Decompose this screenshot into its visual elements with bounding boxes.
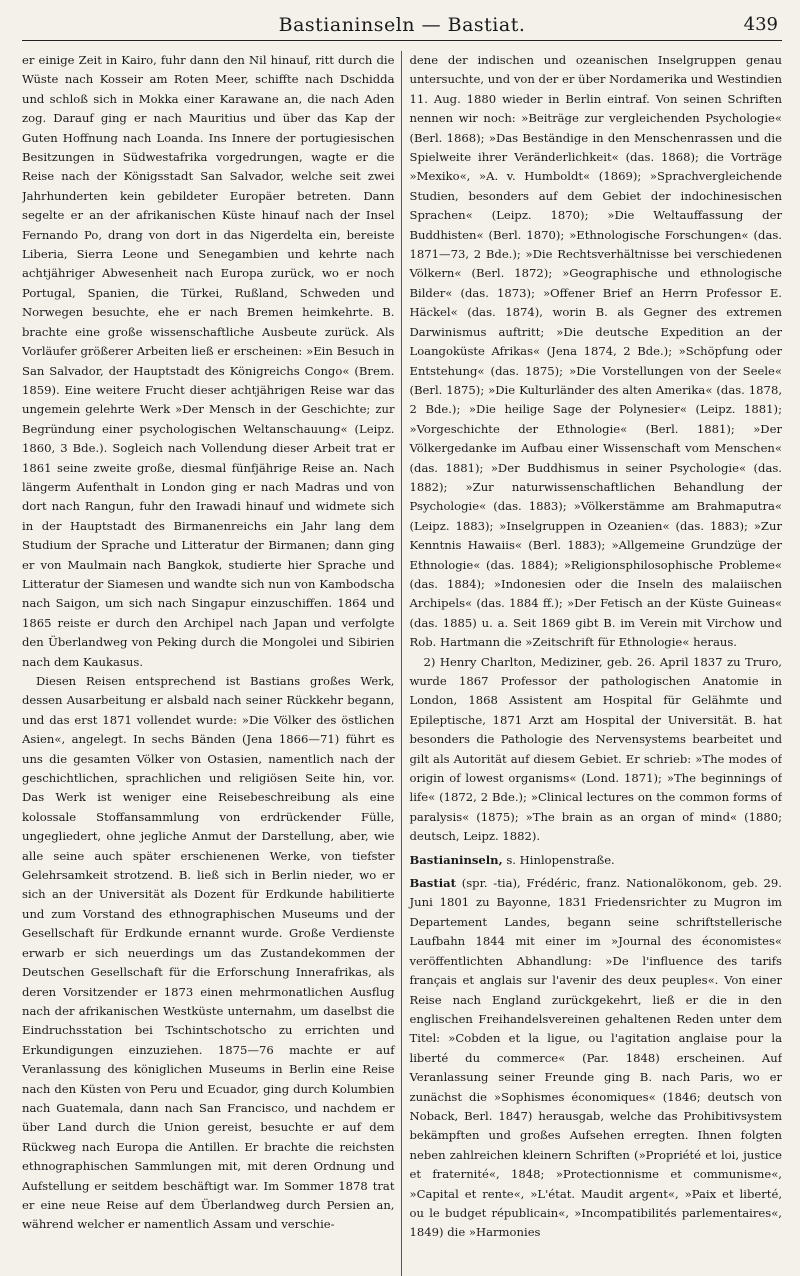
running-title: Bastianinseln — Bastiat. [278, 14, 526, 36]
entry-bastianinseln [410, 851, 783, 870]
headword-bastianinseln: Bastianinseln, [409, 852, 503, 867]
page-header [22, 10, 782, 41]
left-column [22, 51, 402, 1276]
right-paragraph-1: dene der indischen und ozeanischen Inselgruppen genau untersuchte, und von der er über Nordamerika und Westindien 11. Aug. 1880 wieder in Berlin eintraf. Von seinen Schriften nennen wir noch: »Beiträge zur vergleichenden Psychologie« (Berl. 1868); »Das Beständige in den Menschenrassen und die Spielweite ihrer Veränderlichkeit« (das. 1868); die Vorträge »Mexiko«, »A. v. Humboldt« (1869); »Sprachvergleichende Studien, besonders auf dem Gebiet der indochinesischen Sprachen« (Leipz. 1870); »Die Weltauffassung der Buddhisten« (Berl. 1870); »Ethnologische Forschungen« (das. 1871—73, 2 Bde.); »Die Rechtsverhältnisse bei verschiedenen Völkern« (Berl. 1872); »Geographische und ethnologische Bilder« (das. 1873); »Offener Brief an Herrn Professor E. Häckel« (das. 1874), worin B. als Gegner des extremen Darwinismus auftritt; »Die deutsche Expedition an der Loangoküste Afrikas« (Jena 1874, 2 Bde.); »Schöpfung oder Entstehung« (das. 1875); »Die Vorstellungen von der Seele« (Berl. 1875); »Die Kulturländer des alten Amerika« (das. 1878, 2 Bde.); »Die heilige Sage der Polynesier« (Leipz. 1881); »Vorgeschichte der Ethnologie« (Berl. 1881); »Der Völkergedanke im Aufbau einer Wissenschaft vom Menschen« (das. 1881); »Der Buddhismus in seiner Psychologie« (das. 1882); »Zur naturwissenschaftlichen Behandlung der Psychologie« (das. 1883); »Völkerstämme am Brahmaputra« (Leipz. 1883); »Inselgruppen in Ozeanien« (das. 1883); »Zur Kenntnis Hawaiis« (Berl. 1883); »Allgemeine Grundzüge der Ethnologie« (das. 1884); »Religionsphilosophische Probleme« (das. 1884); »Indonesien oder die Inseln des malaiischen Archipels« (das. 1884 ff.); »Der Fetisch an der Küste Guineas« (das. 1885) u. a. Seit 1869 gibt B. im Verein mit Virchow und Rob. Hartmann die »Zeitschrift für Ethnologie« heraus. [409, 53, 782, 650]
page-number: 439 [743, 14, 778, 35]
text-columns [22, 51, 782, 1276]
entry-bastiat [410, 874, 783, 1243]
right-paragraph-2: 2) Henry Charlton, Mediziner, geb. 26. April 1837 zu Truro, wurde 1867 Professor der pathologischen Anatomie in London, 1868 Assistent am Hospital für Gelähmte und Epileptische, 1871 Arzt am Hospital der Universität. B. hat besonders die Pathologie des Nervensystems bearbeitet und gilt als Autorität auf diesem Gebiet. Er schrieb: »The modes of origin of lowest organisms« (Lond. 1871); »The beginnings of life« (1872, 2 Bde.); »Clinical lectures on the common forms of paralysis« (1875); »The brain as an organ of mind« (1880; deutsch, Leipz. 1882). [409, 654, 782, 844]
left-paragraph-2: Diesen Reisen entsprechend ist Bastians großes Werk, dessen Ausarbeitung er alsbald nach seiner Rückkehr begann, und das erst 1871 vollendet wurde: »Die Völker des östlichen Asien«, angelegt. In sechs Bänden (Jena 1866—71) führt es uns die gesamten Völker von Ostasien, namentlich nach der geschichtlichen, sprachlichen und religiösen Seite hin, vor. Das Werk ist weniger eine Reisebeschreibung als eine kolossale Stoffansammlung von erdrückender Fülle, ungegliedert, ohne jegliche Anmut der Darstellung, aber, wie alle seine auch später erschienenen Werke, von tiefster Gelehrsamkeit strotzend. B. ließ sich in Berlin nieder, wo er sich an der Universität als Dozent für Erdkunde habilitierte und zum Vorstand des ethnographischen Museums und der Gesellschaft für Erdkunde ernannt wurde. Große Verdienste erwarb er sich neuerdings um das Zustandekommen der Deutschen Gesellschaft für die Erforschung Innerafrikas, als deren Vorsitzender er 1873 einen mehrmonatlichen Ausflug nach der afrikanischen Westküste unternahm, um daselbst die Eindruchsstation bei Tschintschotscho zu errichten und Erkundigungen einzuziehen. 1875—76 machte er auf Veranlassung des königlichen Museums in Berlin eine Reise nach den Küsten von Peru und Ecuador, ging durch Kolumbien nach Guatemala, dann nach San Francisco, und nachdem er über Land durch die Union gereist, besuchte er auf dem Rückweg nach Europa die Antillen. Er brachte die reichsten ethnographischen Sammlungen mit, mit deren Ordnung und Aufstellung er seitdem beschäftigt war. Im Sommer 1878 trat er eine neue Reise auf dem Überlandweg durch Persien an, während welcher er namentlich Assam und verschie- [22, 674, 395, 1232]
entry-text-bastianinseln: s. Hinlopenstraße. [502, 852, 615, 867]
entry-text-bastiat: (spr. -tia), Frédéric, franz. Nationalökonom, geb. 29. Juni 1801 zu Bayonne, 1831 Friedensrichter zu Mugron im Departement Landes, begann seine schriftstellerische Laufbahn 1844 mit einer im »Journal des économistes« veröffentlichten Abhandlung: »De l'influence des tarifs français et anglais sur l'avenir des deux peuples«. Von einer Reise nach England zurückgekehrt, ließ er die in den englischen Freihandelsvereinen gehaltenen Reden unter dem Titel: »Cobden et la ligue, ou l'agitation anglaise pour la liberté du commerce« (Par. 1848) erscheinen. Auf Veranlassung seiner Freunde ging B. nach Paris, wo er zunächst die »Sophismes économiques« (1846; deutsch von Noback, Berl. 1847) herausgab, welche das Prohibitivsystem bekämpften und großes Aufsehen erregten. Ihnen folgten neben zahlreichen kleinern Schriften (»Propriété et loi, justice et fraternité«, 1848; »Protectionnisme et communisme«, »Capital et rente«, »L'état. Maudit argent«, »Paix et liberté, ou le budget républicain«, »Incompatibilités parlementaires«, 1849) die »Harmonies [409, 876, 782, 1240]
headword-bastiat: Bastiat [409, 876, 456, 891]
right-column [402, 51, 783, 1276]
left-paragraph-1: er einige Zeit in Kairo, fuhr dann den Nil hinauf, ritt durch die Wüste nach Kosseir am Roten Meer, schiffte nach Dschidda und schloß sich in Mokka einer Karawane an, die nach Aden zog. Darauf ging er nach Mauritius und über das Kap der Guten Hoffnung nach Loanda. Ins Innere der portugiesischen Besitzungen in Südwestafrika vorgedrungen, wagte er die Reise nach der Königsstadt San Salvador, welche seit zwei Jahrhunderten kein gebildeter Europäer betreten. Dann segelte er an der afrikanischen Küste hinauf nach der Insel Fernando Po, drang von dort in das Nigerdelta ein, bereiste Liberia, Sierra Leone und Senegambien und kehrte nach achtjähriger Abwesenheit nach Europa zurück, wo er noch Portugal, Spanien, die Türkei, Rußland, Schweden und Norwegen besuchte, ehe er nach Bremen heimkehrte. B. brachte eine große wissenschaftliche Ausbeute zurück. Als Vorläufer größerer Arbeiten ließ er erscheinen: »Ein Besuch in San Salvador, der Hauptstadt des Königreichs Congo« (Brem. 1859). Eine weitere Frucht dieser achtjährigen Reise war das ungemein gelehrte Werk »Der Mensch in der Geschichte; zur Begründung einer psychologischen Weltanschauung« (Leipz. 1860, 3 Bde.). Sogleich nach Vollendung dieser Arbeit trat er 1861 seine zweite große, diesmal fünfjährige Reise an. Nach längerm Aufenthalt in London ging er nach Madras und von dort nach Rangun, fuhr den Irawadi hinauf und widmete sich in der Hauptstadt des Birmanenreichs ein Jahr lang dem Studium der Sprache und Litteratur der Birmanen; dann ging er von Maulmain nach Bangkok, studierte hier Sprache und Litteratur der Siamesen und wandte sich nun von Kambodscha nach Saigon, um sich nach Singapur einzuschiffen. 1864 und 1865 reiste er durch den Archipel nach Japan und verfolgte den Überlandweg von Peking durch die Mongolei und Sibirien nach dem Kaukasus. [22, 53, 395, 669]
